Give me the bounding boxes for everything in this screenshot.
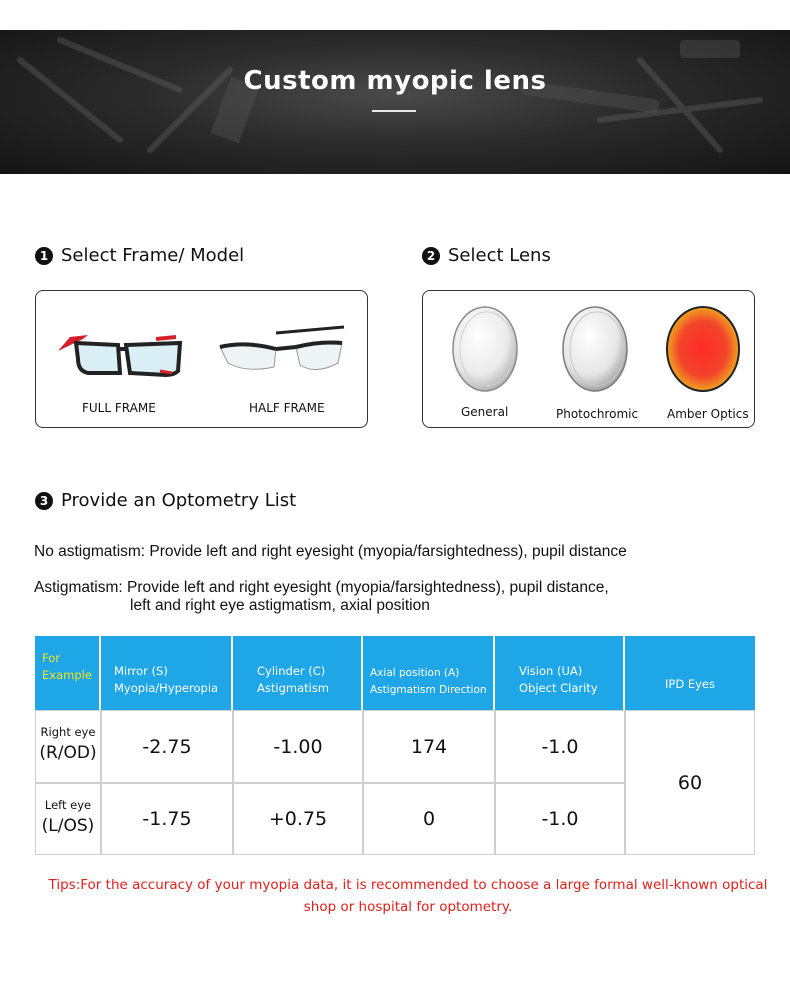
photochromic-lens-icon xyxy=(555,303,635,395)
half-frame-label: HALF FRAME xyxy=(249,401,325,415)
header-cylinder-line1: Cylinder (C) xyxy=(257,664,326,678)
header-cylinder xyxy=(233,636,361,710)
top-margin xyxy=(0,0,790,30)
step2-heading xyxy=(422,245,551,266)
step2-number-badge: 2 xyxy=(422,247,440,265)
ipd-value: 60 xyxy=(625,710,755,855)
lens-option-general[interactable] xyxy=(433,299,537,423)
step1-title: Select Frame/ Model xyxy=(61,245,245,266)
step2-title: Select Lens xyxy=(448,245,551,266)
banner-underline xyxy=(372,110,416,112)
astigmatism-text-line1: Astigmatism: Provide left and right eyesight (myopia/farsightedness), pupil distance, xyxy=(34,579,609,596)
right-eye-label: Right eye xyxy=(40,725,96,739)
right-eye-mirror-value: -2.75 xyxy=(101,710,233,783)
optometry-example-table xyxy=(35,636,755,855)
lens-amber-label: Amber Optics xyxy=(667,407,749,421)
left-eye-vision-value: -1.0 xyxy=(495,783,625,855)
header-axial xyxy=(363,636,493,710)
header-ipd xyxy=(625,636,755,710)
full-frame-label: FULL FRAME xyxy=(82,401,156,415)
header-vision-line2: Object Clarity xyxy=(519,681,598,695)
banner-title: Custom myopic lens xyxy=(243,66,547,96)
header-mirror xyxy=(101,636,231,710)
header-vision-line1: Vision (UA) xyxy=(519,664,583,678)
header-example xyxy=(35,636,99,710)
half-frame-glasses-icon xyxy=(216,323,356,383)
banner-tools-background xyxy=(0,30,790,174)
frame-selection-box xyxy=(35,290,368,428)
header-axial-line1: Axial position (A) xyxy=(370,667,460,679)
header-example-line2: Example xyxy=(42,668,92,682)
left-eye-cylinder-value: +0.75 xyxy=(233,783,363,855)
header-example-line1: For xyxy=(42,651,60,665)
half-frame-option[interactable] xyxy=(206,297,361,421)
header-ipd-label: IPD Eyes xyxy=(665,677,715,691)
left-eye-label: Left eye xyxy=(44,798,92,812)
right-eye-vision-value: -1.0 xyxy=(495,710,625,783)
full-frame-glasses-icon xyxy=(48,325,188,385)
lens-option-photochromic[interactable] xyxy=(541,299,651,423)
amber-lens-icon xyxy=(661,303,745,395)
header-banner xyxy=(0,30,790,174)
step3-title: Provide an Optometry List xyxy=(61,490,297,511)
tips-line2: shop or hospital for optometry. xyxy=(303,899,513,915)
header-vision xyxy=(495,636,623,710)
header-mirror-line2: Myopia/Hyperopia xyxy=(114,681,219,695)
table-row-right-eye-label xyxy=(35,710,101,783)
step3-number-badge: 3 xyxy=(35,492,53,510)
full-frame-option[interactable] xyxy=(42,297,202,421)
lens-option-amber-optics[interactable] xyxy=(657,299,751,423)
clear-lens-icon xyxy=(445,303,525,395)
step1-number-badge: 1 xyxy=(35,247,53,265)
left-eye-axial-value: 0 xyxy=(363,783,495,855)
header-axial-line2: Astigmatism Direction xyxy=(370,684,487,696)
left-eye-code: (L/OS) xyxy=(41,816,95,836)
header-mirror-line1: Mirror (S) xyxy=(114,664,168,678)
lens-photochromic-label: Photochromic xyxy=(556,407,639,421)
tips-line1: Tips:For the accuracy of your myopia data, it is recommended to choose a large formal well-known optical xyxy=(48,877,768,893)
right-eye-cylinder-value: -1.00 xyxy=(233,710,363,783)
right-eye-code: (R/OD) xyxy=(39,743,97,763)
step3-heading xyxy=(35,490,296,511)
astigmatism-text-line2: left and right eye astigmatism, axial position xyxy=(130,597,430,614)
lens-general-label: General xyxy=(461,405,509,419)
tips-note xyxy=(38,874,778,918)
table-row-left-eye-label xyxy=(35,783,101,855)
left-eye-mirror-value: -1.75 xyxy=(101,783,233,855)
step1-heading xyxy=(35,245,244,266)
lens-selection-box xyxy=(422,290,755,428)
right-eye-axial-value: 174 xyxy=(363,710,495,783)
header-cylinder-line2: Astigmatism xyxy=(257,681,330,695)
no-astigmatism-text: No astigmatism: Provide left and right eyesight (myopia/farsightedness), pupil distance xyxy=(34,543,627,560)
